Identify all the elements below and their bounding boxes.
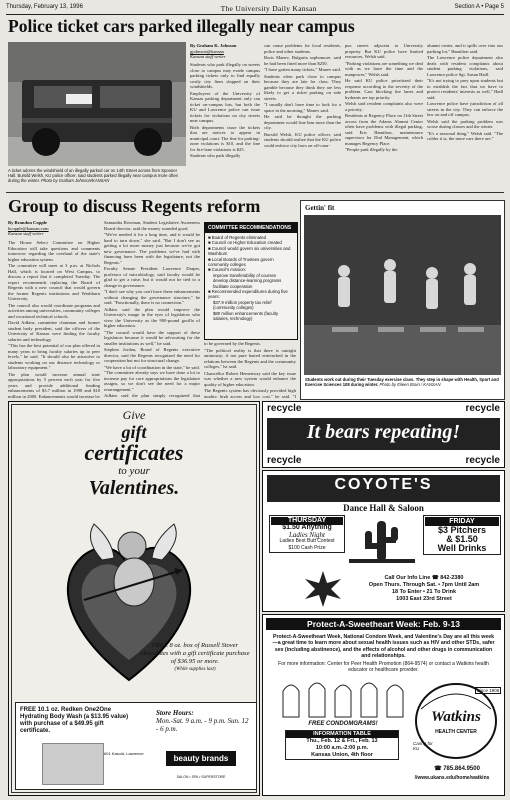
recycle-banner-text: It bears repeating!	[306, 421, 461, 443]
friday-title: FRIDAY	[425, 517, 499, 526]
sweetheart-info: For more information: Center for Peer Health Promotion (864-9574) or contact a Watkins health educator or healthcare provider.	[278, 661, 489, 674]
hours-title: Store Hours:	[156, 709, 194, 717]
paragraph: The Regents system has obviously provided high quality, high access and low cost," he said. "I	[204, 388, 296, 398]
product-image	[42, 743, 104, 785]
photo2-frame	[300, 200, 505, 400]
cactus-coyote-illustration	[347, 515, 417, 565]
sweetheart-body: Protect-A-Sweetheart Week, National Condom Week, and Valentine's Day are all this week—a great time to learn more about sexual health issues such as HIV and other STDs, safer sex (including abstinence), and the effects of alcohol and other drugs in communication and relationships.	[272, 634, 495, 660]
committee-sidebar	[204, 222, 298, 340]
paragraph: David Adkins, committee chairman and former student body president, said the officers of the University of Kansas were finding the faculty salaries and technology.	[8, 320, 100, 342]
ad-sweetheart	[262, 614, 505, 796]
paragraph: He said he thought the parking department would fine him more than the city.	[264, 114, 341, 130]
paragraph: "This has the best potential of our plan offered in many years to bring faculty salaries up to peer levels," he said. "It should also be attractive to students working on our distance technology or laboratory equipment."	[8, 343, 100, 370]
paragraph: Students who park illegally on streets close to campus may evade campus parking tickets only to find equally costly city fines slapped on their windshields.	[190, 62, 260, 89]
paragraph: Residents at Regency Place on 11th Street across from the Adams Alumni Center often have problems with illegal parking, said Eric Hamilton, maintenance supervisor for Dial Management, which manages Regency Place.	[345, 113, 423, 146]
thursday-title: THURSDAY	[271, 517, 343, 525]
paragraph: Adkins said the plan would improve the University's image in the eyes of legislators who view the University as the 900-pound gorilla of higher education.	[104, 306, 200, 328]
watkins-url[interactable]: //www.ukans.edu/home/watkins	[414, 775, 490, 781]
recycle-word-tr: recycle	[465, 403, 500, 414]
friday-special	[423, 515, 501, 555]
paragraph: "The political reality is that there is outright animosity; if not pure hatred entrenched in the relations between the Regents and the community colleges," he said.	[204, 347, 296, 369]
paragraph: Boris Manev, Bulgaria sophomore, said he had been fined more than $250.	[264, 55, 341, 66]
paragraph: pus streets adjacent to University property. But KU police have limited resources, Welsh said.	[345, 43, 423, 59]
paragraph: Welsh said the parking problem was worse during classes and the winter.	[427, 118, 503, 129]
paragraph: "I usually don't have time to look for a space in the morning," Manev said.	[264, 102, 341, 113]
paragraph: "I have gotten many tickets," Manev said.	[264, 67, 341, 72]
hours-text: Mon.-Sat. 9 a.m. - 9 p.m. Sun. 12 - 6 p.m.	[156, 717, 249, 733]
paragraph: He said KU police prioritized their response according to the severity of the problem. Cars blocking fire lanes and hydrants are top priority.	[345, 78, 423, 100]
ad-coyotes	[262, 470, 505, 612]
photo2-caption	[305, 377, 500, 387]
coyote-ages: 18 To Enter • 21 To Drink	[391, 589, 457, 595]
coyote-subtitle: Dance Hall & Saloon	[343, 503, 424, 513]
sidebar-list-item: $80 million enhancements (faculty salaries, technology)	[213, 310, 278, 322]
sidebar-list-item: $37.9 million property tax relief (community colleges)	[213, 299, 272, 311]
watkins-phone: ☎ 785.864.9500	[434, 766, 480, 772]
story2-headline: Group to discuss Regents reform	[8, 196, 261, 216]
thursday-line1: $1.50 Anything	[282, 524, 332, 531]
sidebar-list-item: ■ Board of Regents eliminated	[208, 235, 267, 240]
story1-column-4	[427, 43, 503, 190]
paragraph: Chancellor Robert Hemenway said the key issue was whether a new system would enhance the quality of higher education.	[204, 370, 296, 387]
photo2-caption-text: Students work out during their Tuesday exercise class. They step in shape with Health, Sport and Exercise Sciences 108 during winter.	[305, 377, 499, 387]
divider	[6, 192, 504, 193]
paragraph: Samantha Bowman, Student Legislative Awareness Board director, said the money sounded good.	[104, 220, 200, 231]
ad-redken-offer: FREE 10.1 oz. Redken One2One Hydrating Body Wash (a $13.95 value) with purchase of a $49.95 gift certificate.	[20, 707, 129, 734]
paragraph: "We have a lot of coordination in the state," he said. "The committee already says we have done a lot to increase pay for core appropriations the legislature assigns, so we don't see the need for a major rearrangement."	[104, 364, 200, 392]
paragraph: The council also would coordinate programs and activities among universities, community colleges and vocational technical schools.	[8, 302, 100, 319]
table-dates: Thu., Feb. 12 & Fri., Feb. 13	[306, 738, 378, 744]
ad-valentine	[8, 401, 260, 796]
paragraph: can cause problems for local residents, police and other students.	[264, 43, 341, 54]
friday-line2: & $1.50	[446, 534, 478, 544]
story2-email[interactable]: bcopple@kansan.com	[8, 225, 49, 231]
story1-role: Kansan staff writer	[190, 54, 226, 59]
coyote-title: COYOTE'S	[334, 476, 433, 493]
page-header	[6, 4, 504, 15]
sidebar-list	[205, 233, 297, 324]
sweetheart-title: Protect-A-Sweetheart Week: Feb. 9-13	[266, 618, 501, 630]
paragraph: Stephen Jordan, Board of Regents executive director, said the Regents recognized the need for cooperation but not for structural change.	[104, 347, 200, 363]
story1-photo-credit: Photo by Graham Johnson/KANSAN	[41, 178, 110, 183]
paragraph: Lawrence police have jurisdiction of all streets in the city. They can enforce the law on and off campus.	[427, 101, 503, 117]
recycle-word-tl: recycle	[267, 403, 302, 414]
sidebar-list-item: ■ Local Boards of Trustees govern community colleges	[208, 256, 274, 268]
ad-offer-note: (While supplies last)	[174, 667, 216, 672]
header-masthead: The University Daily Kansan	[220, 4, 317, 13]
coyote-hours: Open Thurs. Through Sat. • 7pm Until 2am	[368, 582, 480, 588]
ad-offer-text: FREE 8 oz. box of Russell Stover chocolates with a gift certificate purchase of $36.95 or more.	[140, 642, 250, 665]
ad-offer	[139, 642, 251, 674]
paragraph: "I don't see why you can't have these enhancements without changing the governance structure," he said. "Functionally, there is no connection."	[104, 289, 200, 305]
free-condomgrams: FREE CONDOMGRAMS!	[308, 721, 378, 727]
story2-role: Kansan staff writer	[8, 231, 44, 236]
paragraph: alumni center, and it spills over into our parking lot," Hamilton said.	[427, 43, 503, 54]
watkins-logo	[413, 681, 499, 761]
paragraph: Employees of the University of Kansas parking department only can ticket on-campus lots, but both the KU and Lawrence police can issue tickets for violations on city streets near campus.	[190, 90, 260, 123]
ad-store-hours	[156, 709, 251, 733]
story2-column-3	[204, 341, 296, 398]
thursday-line2: Ladies Night	[289, 530, 325, 539]
header-date: Thursday, February 13, 1996	[6, 4, 83, 10]
condom-characters-illustration	[277, 679, 407, 719]
story2-byline	[8, 220, 100, 237]
story1-headline: Police ticket cars parked illegally near campus	[8, 16, 355, 36]
paragraph: "The council would have the support of these legislators because it would be advocating for the smaller institutions as well," he said.	[104, 329, 200, 346]
paragraph: to be governed by the Regents.	[204, 341, 261, 346]
friday-line1: $3 Pitchers	[437, 525, 487, 535]
ad-address: 601 Kasold, Lawrence	[104, 751, 144, 756]
paragraph: "It's not trying to prey upon students but to establish the fact that we have to protect residents' interests as well," Hadl said.	[427, 78, 503, 100]
sidebar-list-item: facilitate cooperation	[213, 283, 253, 289]
sidebar-list-item: ■ Recommended expenditures during five years:	[208, 289, 288, 300]
table-place: Kansas Union, 4th floor	[311, 752, 373, 758]
coyote-call: Call Our Info Line ☎ 842-2380	[384, 575, 464, 581]
paragraph: Welsh said resident complaints also were a priority.	[345, 101, 423, 112]
story1-author: By Graham K. Johnson	[190, 43, 237, 48]
beauty-brands-logo	[166, 751, 236, 766]
information-table	[285, 730, 399, 760]
thursday-special	[269, 515, 345, 553]
ad-coupon	[15, 702, 257, 790]
starburst-icon	[303, 571, 343, 607]
paragraph: Students often park close to campus because they are late for class. They gamble because they think they are less likely to get a ticket parking on side streets.	[264, 73, 341, 101]
ad-valentine-heading	[9, 408, 259, 499]
story2-author: By Brandon Copple	[8, 220, 48, 225]
watkins-sub: HEALTH CENTER	[435, 729, 477, 735]
photo2-credit: Photo by Eileen Brain / KANSAN	[379, 382, 441, 387]
story2-column-1	[8, 240, 100, 398]
watkins-name: Watkins	[431, 709, 481, 725]
paragraph: Adkins said the plan simply recognized that	[104, 393, 200, 398]
story1-column-2	[264, 43, 341, 190]
photo2-image	[304, 215, 501, 375]
sidebar-list-item: develop distance-learning programs	[213, 278, 282, 284]
brand-name: beauty brands	[173, 754, 229, 763]
paragraph: The Lawrence police department also deals with resident complaints about student parking violations, said Lawrence police Sgt. Susan Hadl.	[427, 55, 503, 77]
story1-column-1	[190, 62, 260, 190]
table-title: INFORMATION TABLE	[286, 731, 398, 738]
coyote-address: 1003 East 23rd Street	[396, 596, 452, 602]
ad-line-give: Give	[122, 408, 146, 422]
ad-line-to-your: to your	[118, 465, 150, 477]
watkins-since: Since 1906	[476, 688, 500, 693]
paragraph: Students who park illegally	[190, 153, 241, 158]
paragraph: Faculty Senate President Lawrence Draper, professor of microbiology, said faculty would be glad to get a raise, but it would not be tied to a change in governance.	[104, 266, 200, 288]
story2-column-2	[104, 220, 200, 398]
header-section: Section A • Page 5	[454, 4, 504, 10]
ad-line-gift: gift	[121, 422, 147, 442]
story1-email[interactable]: gjohnson@kansan	[190, 48, 224, 54]
paragraph: "It's a seasonal thing," Welsh said. "The colder it is, the more cars there are."	[427, 130, 503, 141]
paragraph: Bursild Welsh, KU police officer, said students should realize that the KU police could enforce city laws on off-cam-	[264, 131, 341, 148]
thursday-line4: $100 Cash Prize	[288, 544, 326, 551]
paragraph: "People park illegally by the	[345, 147, 398, 152]
story1-column-3	[345, 43, 423, 190]
paragraph: The plan would increase annual state appropriations by 5 percent each year for five years and provide additional funding enhancements of $3.7 million in 1998 and $10 million in 2000. Enhancements would increase by	[8, 371, 100, 398]
recycle-word-bl: recycle	[267, 455, 302, 466]
photo2-title: Gettin' fit	[305, 204, 335, 212]
story1-caption	[8, 168, 186, 183]
ad-recycle	[262, 401, 505, 468]
brand-subtitle: SALON • SPA • SUPERSTORE	[176, 775, 226, 779]
friday-line3: Well Drinks	[437, 543, 487, 553]
ad-line-certificates: certificates	[84, 440, 184, 465]
story1-photo	[8, 42, 186, 166]
paragraph: The House Select Committee on Higher Education will take questions and comments tomorrow regarding the overhaul of the state's higher education system.	[8, 240, 100, 262]
sidebar-title: COMMITTEE RECOMMENDATIONS	[205, 223, 297, 233]
sidebar-list-item: improve transferability of courses	[213, 272, 277, 278]
paragraph: The committee will meet at 3 p.m. at Nichols Hall, which is located on West Campus, to discuss a report that it completed Tuesday. The report recommends replacing the Board of Regents with a new council that would govern the former Regents institutions and Washburn University.	[8, 263, 100, 301]
sidebar-list-item: ■ Council on Higher Education created	[208, 240, 282, 246]
paragraph: "We've needed it for a long time, and it would be hard to turn down," she said. "But I don't see us getting a lot more money just because we've got new governance. The problems we've had with financing have been with the legislature, not the Regents."	[104, 232, 200, 265]
sidebar-list-item: ■ Council would govern six universities and Washburn	[208, 245, 291, 257]
sidebar-list-item: ■ Council's mission:	[208, 267, 247, 273]
recycle-word-br: recycle	[465, 455, 500, 466]
story1-caption-text: A ticket adorns the windshield of an illegally parked car on 14th Street across from Spooner Hall. Bursild Welsh, KU police officer, said students parked illegally near campus more often during the winter.	[8, 168, 178, 183]
paragraph: "Parking violations are something we deal with as we have the time and the manpower," Welsh said.	[345, 60, 423, 77]
story1-byline	[190, 43, 260, 60]
ad-line-valentines: Valentines.	[88, 477, 180, 499]
watkins-caring: Caring for KU	[413, 741, 433, 751]
coyote-info	[349, 575, 499, 603]
paragraph: Both departments issue the tickets that are notices to appear in municipal court. The fine for parking-zone violations is $10, and the fine for fire-lane violations is $25.	[190, 124, 260, 152]
table-time: 10:00 a.m.-2:00 p.m.	[315, 745, 369, 751]
thursday-line3: Ladies Best Butt Contest	[279, 538, 335, 544]
